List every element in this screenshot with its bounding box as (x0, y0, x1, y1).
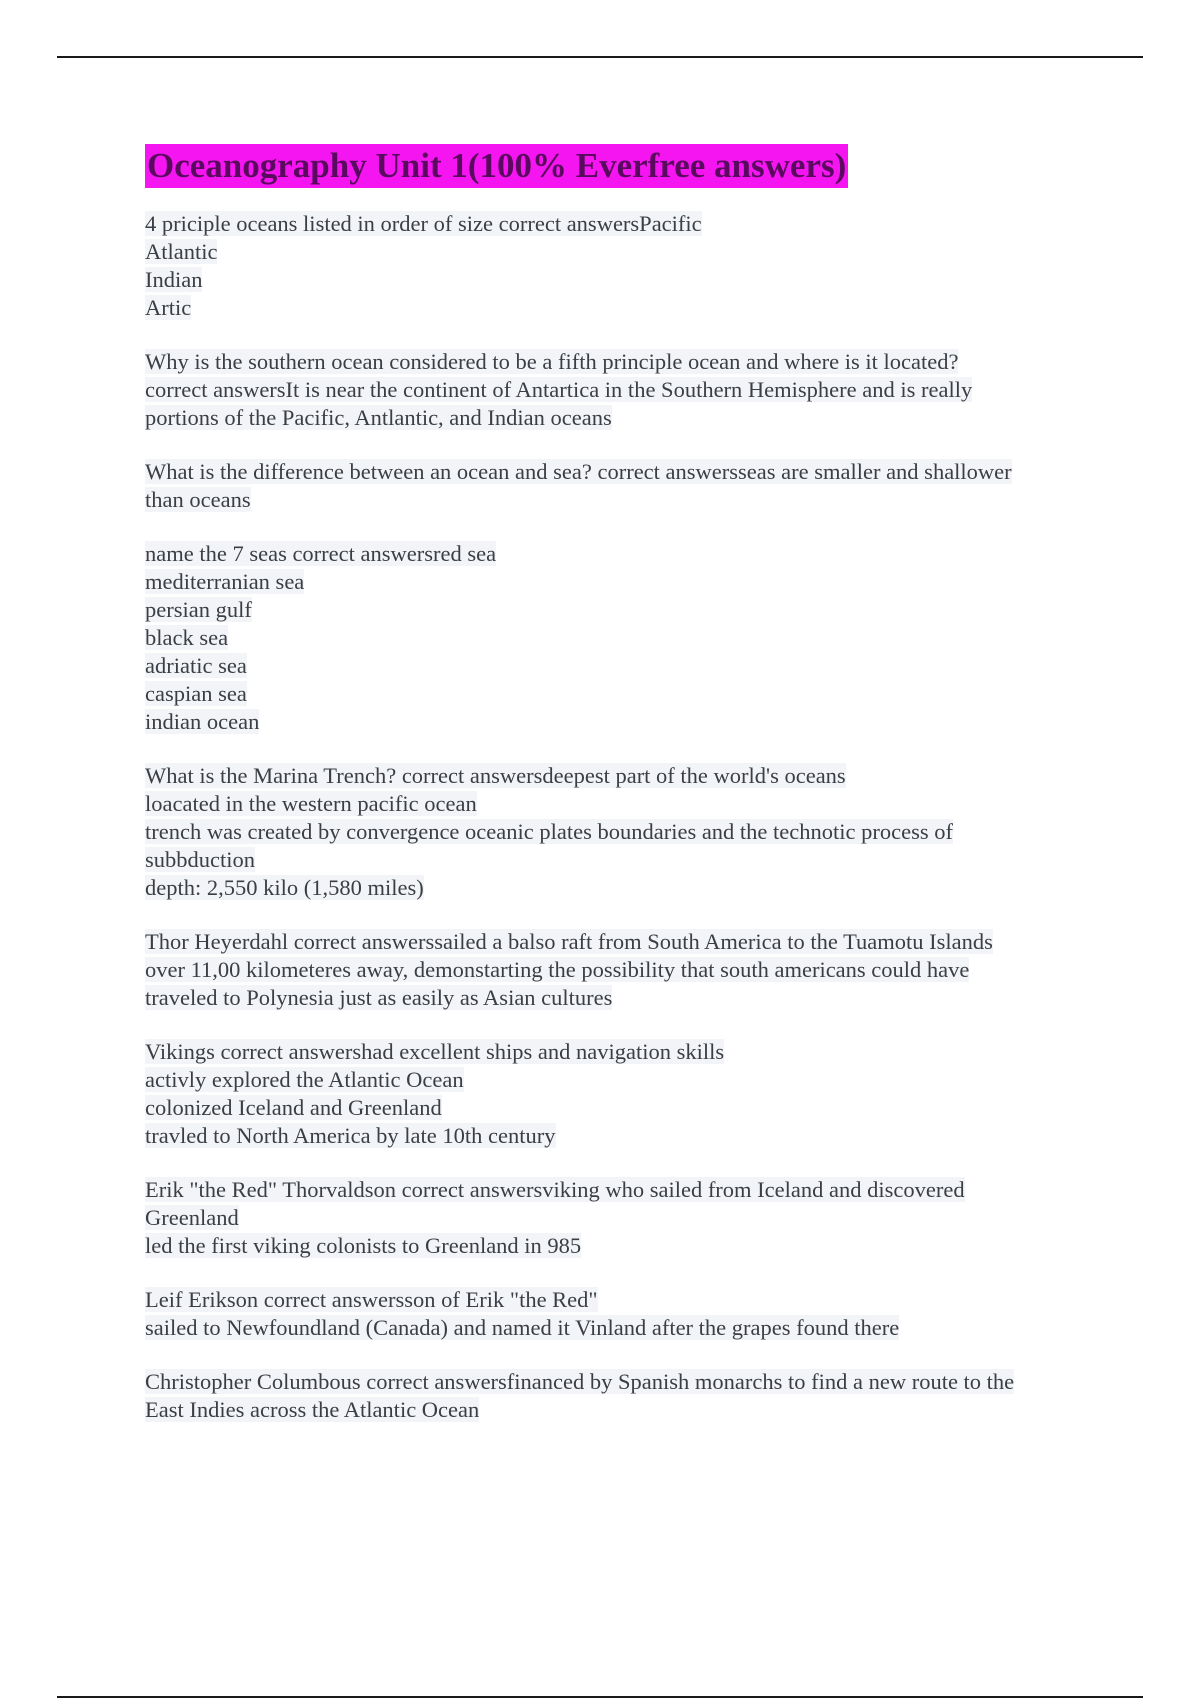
qa-line-text: portions of the Pacific, Antlantic, and Indian oceans (145, 405, 612, 430)
qa-line-text: 4 priciple oceans listed in order of size correct answersPacific (145, 211, 702, 236)
qa-line-text: persian gulf (145, 597, 252, 622)
qa-line (145, 762, 1095, 790)
qa-line-text: Vikings correct answershad excellent ships and navigation skills (145, 1039, 725, 1064)
qa-entry (145, 1176, 1095, 1260)
qa-line (145, 210, 1095, 238)
qa-line-text: activly explored the Atlantic Ocean (145, 1067, 464, 1092)
qa-entry (145, 210, 1095, 322)
qa-entry (145, 762, 1095, 902)
qa-line (145, 1066, 1095, 1094)
qa-line-text: East Indies across the Atlantic Ocean (145, 1397, 480, 1422)
qa-line (145, 790, 1095, 818)
qa-entry (145, 928, 1095, 1012)
qa-line (145, 652, 1095, 680)
qa-line-text: over 11,00 kilometeres away, demonstarting the possibility that south americans could have (145, 957, 970, 982)
qa-line (145, 818, 1095, 846)
qa-entry (145, 348, 1095, 432)
qa-line-text: travled to North America by late 10th century (145, 1123, 556, 1148)
qa-entry (145, 540, 1095, 736)
qa-line (145, 1396, 1095, 1424)
qa-line (145, 1204, 1095, 1232)
qa-line (145, 596, 1095, 624)
qa-line (145, 1314, 1095, 1342)
qa-line (145, 846, 1095, 874)
qa-line (145, 624, 1095, 652)
qa-line (145, 1094, 1095, 1122)
qa-line-text: mediterranian sea (145, 569, 305, 594)
qa-line (145, 984, 1095, 1012)
qa-line (145, 1122, 1095, 1150)
qa-line-text: subbduction (145, 847, 255, 872)
qa-line (145, 1232, 1095, 1260)
qa-line (145, 266, 1095, 294)
qa-line (145, 956, 1095, 984)
qa-line (145, 376, 1095, 404)
qa-line (145, 1038, 1095, 1066)
qa-line-text: Indian (145, 267, 203, 292)
qa-line (145, 1286, 1095, 1314)
qa-line-text: loacated in the western pacific ocean (145, 791, 477, 816)
qa-line-text: indian ocean (145, 709, 260, 734)
qa-line (145, 238, 1095, 266)
qa-entry (145, 1368, 1095, 1424)
qa-line (145, 540, 1095, 568)
qa-line-text: Thor Heyerdahl correct answerssailed a balso raft from South America to the Tuamotu Islands (145, 929, 993, 954)
qa-line-text: led the first viking colonists to Greenland in 985 (145, 1233, 582, 1258)
qa-line-text: sailed to Newfoundland (Canada) and named it Vinland after the grapes found there (145, 1315, 900, 1340)
qa-line-text: Artic (145, 295, 192, 320)
qa-line-text: caspian sea (145, 681, 247, 706)
qa-line (145, 568, 1095, 596)
qa-entry (145, 458, 1095, 514)
qa-line-text: What is the Marina Trench? correct answersdeepest part of the world's oceans (145, 763, 846, 788)
footer-rule (57, 1696, 1143, 1698)
qa-line (145, 680, 1095, 708)
qa-line-text: colonized Iceland and Greenland (145, 1095, 442, 1120)
qa-list (145, 210, 1095, 1424)
qa-line (145, 458, 1095, 486)
qa-line (145, 874, 1095, 902)
qa-line-text: black sea (145, 625, 229, 650)
qa-line-text: than oceans (145, 487, 251, 512)
qa-line (145, 348, 1095, 376)
qa-line-text: Why is the southern ocean considered to be a fifth principle ocean and where is it located? (145, 349, 959, 374)
qa-line-text: trench was created by convergence oceanic plates boundaries and the technotic process of (145, 819, 953, 844)
qa-line (145, 1368, 1095, 1396)
qa-entry (145, 1038, 1095, 1150)
qa-line-text: depth: 2,550 kilo (1,580 miles) (145, 875, 424, 900)
qa-line (145, 294, 1095, 322)
qa-line-text: traveled to Polynesia just as easily as Asian cultures (145, 985, 613, 1010)
qa-line-text: Greenland (145, 1205, 239, 1230)
document-title: Oceanography Unit 1(100% Everfree answers) (145, 144, 848, 188)
qa-line-text: Leif Erikson correct answersson of Erik "the Red" (145, 1287, 598, 1312)
qa-line-text: adriatic sea (145, 653, 247, 678)
qa-line (145, 928, 1095, 956)
qa-line-text: What is the difference between an ocean and sea? correct answersseas are smaller and shallower (145, 459, 1012, 484)
qa-line-text: name the 7 seas correct answersred sea (145, 541, 497, 566)
qa-line-text: Atlantic (145, 239, 218, 264)
qa-entry (145, 1286, 1095, 1342)
qa-line (145, 1176, 1095, 1204)
qa-line (145, 486, 1095, 514)
qa-line (145, 404, 1095, 432)
qa-line-text: correct answersIt is near the continent of Antartica in the Southern Hemisphere and is really (145, 377, 973, 402)
document-body (145, 144, 1095, 1450)
qa-line-text: Christopher Columbous correct answersfinanced by Spanish monarchs to find a new route to the (145, 1369, 1015, 1394)
header-rule (57, 56, 1143, 58)
qa-line (145, 708, 1095, 736)
qa-line-text: Erik "the Red" Thorvaldson correct answersviking who sailed from Iceland and discovered (145, 1177, 965, 1202)
